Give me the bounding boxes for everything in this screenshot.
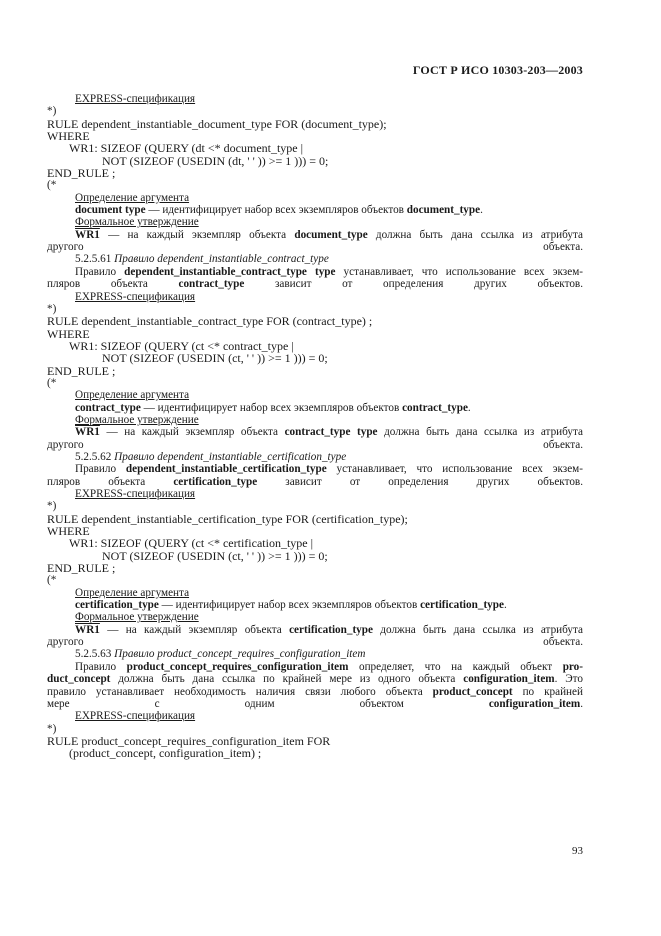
section-heading-61: 5.2.5.61 Правило dependent_instantiable_contract_type — [75, 253, 329, 266]
where-keyword: WHERE — [47, 129, 90, 144]
section-paragraph-62: Правило dependent_instantiable_certification_type устанавливает, что использование всех экзем- пляров объекта certification_type зависит от определения других объектов. — [47, 463, 583, 488]
rule-arguments: (product_concept, configuration_item) ; — [69, 746, 262, 761]
formal-statement: WR1 — на каждый экземпляр объекта contract_type type должна быть дана ссылка из атрибута другого объекта. — [47, 426, 584, 451]
section-heading-62: 5.2.5.62 Правило dependent_instantiable_certification_type — [75, 450, 347, 463]
page-number: 93 — [572, 845, 583, 857]
end-rule: END_RULE ; — [47, 166, 116, 181]
express-spec-heading: EXPRESS-спецификация — [75, 93, 196, 105]
rule-declaration: RULE dependent_instantiable_contract_type FOR (contract_type) ; — [47, 314, 373, 329]
comment-close: (* — [47, 574, 57, 587]
where-rule-condition: NOT (SIZEOF (USEDIN (dt, ' ' )) >= 1 ))) = 0; — [102, 153, 329, 168]
where-rule: WR1: SIZEOF (QUERY (ct <* certification_type | — [69, 536, 314, 551]
argument-definition: document type — идентифицирует набор всех экземпляров объектов document_type. — [75, 204, 483, 217]
comment-open: *) — [47, 500, 57, 513]
comment-close: (* — [47, 179, 57, 192]
formal-statement-heading: Формальное утверждение — [75, 216, 199, 229]
argument-definition: certification_type — идентифицирует набор всех экземпляров объектов certification_type. — [75, 599, 507, 612]
rule-declaration: RULE dependent_instantiable_document_type FOR (document_type); — [47, 116, 387, 131]
where-rule: WR1: SIZEOF (QUERY (dt <* document_type | — [69, 141, 304, 156]
where-rule-condition: NOT (SIZEOF (USEDIN (ct, ' ' )) >= 1 ))) = 0; — [102, 351, 328, 366]
comment-open: *) — [47, 722, 57, 735]
section-paragraph-63: Правило product_concept_requires_configuration_item определяет, что на каждый объект pro- duct_concept должна быть дана ссылка по крайней мере из одного объекта configuration_item. Это правило устанавливает необходимость наличия связи любого объекта product_concept по крайней мере с одним объектом configuration_item. — [47, 660, 583, 710]
section-heading-63: 5.2.5.63 Правило product_concept_requires_configuration_item — [75, 648, 366, 661]
where-keyword: WHERE — [47, 524, 90, 539]
rule-declaration: RULE dependent_instantiable_certification_type FOR (certification_type); — [47, 511, 408, 526]
page-header: ГОСТ Р ИСО 10303-203—2003 — [412, 63, 583, 77]
section-paragraph-61: Правило dependent_instantiable_contract_type type устанавливает, что использование всех экзем- пляров объекта contract_type зависит от определения других объектов. — [47, 265, 583, 291]
where-rule-condition: NOT (SIZEOF (USEDIN (ct, ' ' )) >= 1 ))) = 0; — [102, 548, 328, 563]
end-rule: END_RULE ; — [47, 363, 116, 378]
page-content — [47, 93, 583, 760]
formal-statement: WR1 — на каждый экземпляр объекта document_type должна быть дана ссылка из атрибута другого объекта. — [47, 228, 583, 254]
argument-definition: contract_type — идентифицирует набор всех экземпляров объектов contract_type. — [75, 401, 471, 414]
comment-open: *) — [47, 302, 57, 315]
comment-open: *) — [47, 105, 57, 118]
end-rule: END_RULE ; — [47, 561, 116, 576]
rule-declaration: RULE product_concept_requires_configuration_item FOR — [47, 733, 331, 748]
formal-statement-heading: Формальное утверждение — [75, 611, 199, 624]
argument-heading: Определение аргумента — [75, 389, 190, 402]
express-spec-heading: EXPRESS-спецификация — [75, 710, 196, 723]
express-spec-heading: EXPRESS-спецификация — [75, 290, 196, 303]
where-keyword: WHERE — [47, 326, 90, 341]
argument-heading: Определение аргумента — [75, 586, 190, 599]
argument-heading: Определение аргумента — [75, 191, 190, 204]
comment-close: (* — [47, 376, 57, 389]
where-rule: WR1: SIZEOF (QUERY (ct <* contract_type | — [69, 338, 294, 353]
express-spec-heading: EXPRESS-спецификация — [75, 488, 196, 500]
formal-statement: WR1 — на каждый экземпляр объекта certification_type должна быть дана ссылка из атрибута другого объекта. — [47, 623, 583, 649]
formal-statement-heading: Формальное утверждение — [75, 413, 199, 426]
